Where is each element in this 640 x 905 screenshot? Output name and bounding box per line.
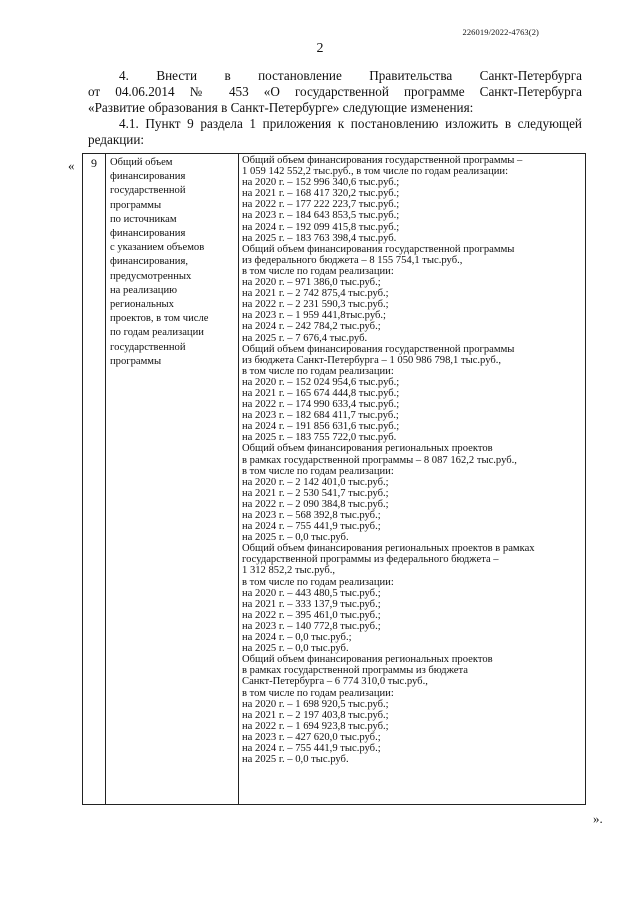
- value-line: в том числе по годам реализации:: [242, 465, 394, 477]
- value-line: Общий объем финансирования региональных проектов в рамках: [242, 543, 535, 555]
- value-line: в том числе по годам реализации:: [242, 576, 394, 588]
- value-line: на 2020 г. – 971 386,0 тыс.руб.;: [242, 277, 381, 289]
- intro-line-3: «Развитие образования в Санкт-Петербурге» следующие изменения:: [88, 100, 474, 115]
- value-line: на 2023 г. – 184 643 853,5 тыс.руб.;: [242, 210, 400, 222]
- table-row: [83, 154, 586, 805]
- label-line: государственной: [110, 185, 186, 197]
- value-line: на 2023 г. – 427 620,0 тыс.руб.;: [242, 731, 381, 743]
- label-line: на реализацию: [110, 284, 178, 296]
- value-line: 1 059 142 552,2 тыс.руб., в том числе по годам реализации:: [242, 166, 509, 178]
- value-line: на 2025 г. – 0,0 тыс.руб.: [242, 754, 349, 766]
- value-line: на 2021 г. – 2 742 875,4 тыс.руб.;: [242, 288, 389, 300]
- value-line: на 2020 г. – 152 024 954,6 тыс.руб.;: [242, 376, 400, 388]
- amend-line-2: редакции:: [88, 132, 145, 147]
- value-line: на 2022 г. – 1 694 923,8 тыс.руб.;: [242, 720, 389, 732]
- value-line: в том числе по годам реализации:: [242, 365, 394, 377]
- value-line: на 2021 г. – 2 197 403,8 тыс.руб.;: [242, 709, 389, 721]
- label-line: финансирования,: [110, 256, 188, 268]
- page-number: 2: [316, 41, 324, 56]
- label-line: финансирования: [110, 228, 186, 240]
- value-line: на 2024 г. – 755 441,9 тыс.руб.;: [242, 742, 381, 754]
- value-line: на 2025 г. – 7 676,4 тыс.руб.: [242, 332, 368, 344]
- intro-line-2: от 04.06.2014 № 453 «О государственной программе Санкт-Петербурга: [88, 84, 582, 99]
- value-line: в том числе по годам реализации:: [242, 687, 394, 699]
- value-line: Общий объем финансирования региональных проектов: [242, 654, 493, 666]
- value-line: на 2025 г. – 183 755 722,0 тыс.руб.: [242, 432, 397, 444]
- value-line: на 2022 г. – 177 222 223,7 тыс.руб.;: [242, 199, 400, 211]
- label-line: по годам реализации: [110, 327, 204, 339]
- value-line: на 2023 г. – 1 959 441,8тыс.руб.;: [242, 310, 386, 322]
- amend-line-1: 4.1. Пункт 9 раздела 1 приложения к постановлению изложить в следующей: [119, 116, 582, 131]
- closing-quote: ».: [593, 811, 603, 826]
- opening-quote: «: [68, 158, 75, 173]
- label-line: предусмотренных: [110, 270, 192, 282]
- value-line: на 2022 г. – 2 090 384,8 тыс.руб.;: [242, 498, 389, 510]
- label-cell: [106, 154, 239, 805]
- label-line: программы: [110, 199, 162, 211]
- value-line: на 2024 г. – 191 856 631,6 тыс.руб.;: [242, 421, 400, 433]
- value-line: на 2020 г. – 1 698 920,5 тыс.руб.;: [242, 698, 389, 710]
- value-line: на 2021 г. – 165 674 444,8 тыс.руб.;: [242, 387, 400, 399]
- value-line: на 2020 г. – 152 996 340,6 тыс.руб.;: [242, 177, 400, 189]
- value-line: на 2022 г. – 2 231 590,3 тыс.руб.;: [242, 299, 389, 311]
- value-line: на 2025 г. – 0,0 тыс.руб.: [242, 532, 349, 544]
- value-line: на 2020 г. – 443 480,5 тыс.руб.;: [242, 587, 381, 599]
- value-line: на 2023 г. – 182 684 411,7 тыс.руб.;: [242, 410, 399, 422]
- value-line: на 2025 г. – 0,0 тыс.руб.: [242, 643, 349, 655]
- value-line: на 2024 г. – 755 441,9 тыс.руб.;: [242, 521, 381, 533]
- value-line: в рамках государственной программы – 8 087 162,2 тыс.руб.,: [242, 454, 517, 466]
- value-line: на 2023 г. – 568 392,8 тыс.руб.;: [242, 510, 381, 521]
- value-line: на 2024 г. – 242 784,2 тыс.руб.;: [242, 321, 381, 333]
- program-table: [82, 153, 586, 805]
- value-line: Общий объем финансирования государственной программы –: [242, 155, 523, 166]
- value-line: на 2025 г. – 183 763 398,4 тыс.руб.: [242, 232, 397, 244]
- value-line: из федерального бюджета – 8 155 754,1 тыс.руб.,: [242, 254, 463, 266]
- value-line: на 2022 г. – 174 990 633,4 тыс.руб.;: [242, 399, 400, 411]
- value-line: на 2024 г. – 0,0 тыс.руб.;: [242, 632, 352, 644]
- value-cell: [239, 154, 586, 805]
- value-line: Общий объем финансирования государственной программы: [242, 343, 515, 355]
- value-line: государственной программы из федерального бюджета –: [242, 554, 499, 566]
- value-line: из бюджета Санкт-Петербурга – 1 050 986 798,1 тыс.руб.,: [242, 354, 502, 366]
- value-line: в рамках государственной программы из бюджета: [242, 665, 468, 677]
- value-line: на 2021 г. – 168 417 320,2 тыс.руб.;: [242, 188, 400, 200]
- label-line: с указанием объемов: [110, 242, 205, 254]
- registration-number: 226019/2022-4763(2): [462, 27, 539, 37]
- label-line: финансирования: [110, 171, 186, 183]
- value-line: в том числе по годам реализации:: [242, 265, 394, 277]
- label-line: региональных: [110, 299, 174, 311]
- value-line: Санкт-Петербурга – 6 774 310,0 тыс.руб.,: [242, 676, 428, 688]
- label-line: Общий объем: [110, 157, 173, 168]
- value-line: на 2023 г. – 140 772,8 тыс.руб.;: [242, 620, 381, 632]
- row-number-cell: 9: [83, 154, 106, 805]
- value-line: на 2020 г. – 2 142 401,0 тыс.руб.;: [242, 476, 389, 488]
- value-line: на 2021 г. – 2 530 541,7 тыс.руб.;: [242, 487, 389, 499]
- value-line: Общий объем финансирования региональных проектов: [242, 443, 493, 455]
- label-line: программы: [110, 355, 162, 367]
- label-line: по источникам: [110, 213, 177, 225]
- value-line: Общий объем финансирования государственной программы: [242, 243, 515, 255]
- value-line: на 2022 г. – 395 461,0 тыс.руб.;: [242, 609, 381, 621]
- intro-line-1: 4. Внести в постановление Правительства Санкт-Петербурга: [119, 68, 582, 83]
- value-line: 1 312 852,2 тыс.руб.,: [242, 565, 336, 577]
- label-line: государственной: [110, 341, 186, 353]
- value-line: на 2021 г. – 333 137,9 тыс.руб.;: [242, 598, 381, 610]
- label-line: проектов, в том числе: [110, 313, 209, 325]
- value-line: на 2024 г. – 192 099 415,8 тыс.руб.;: [242, 221, 400, 233]
